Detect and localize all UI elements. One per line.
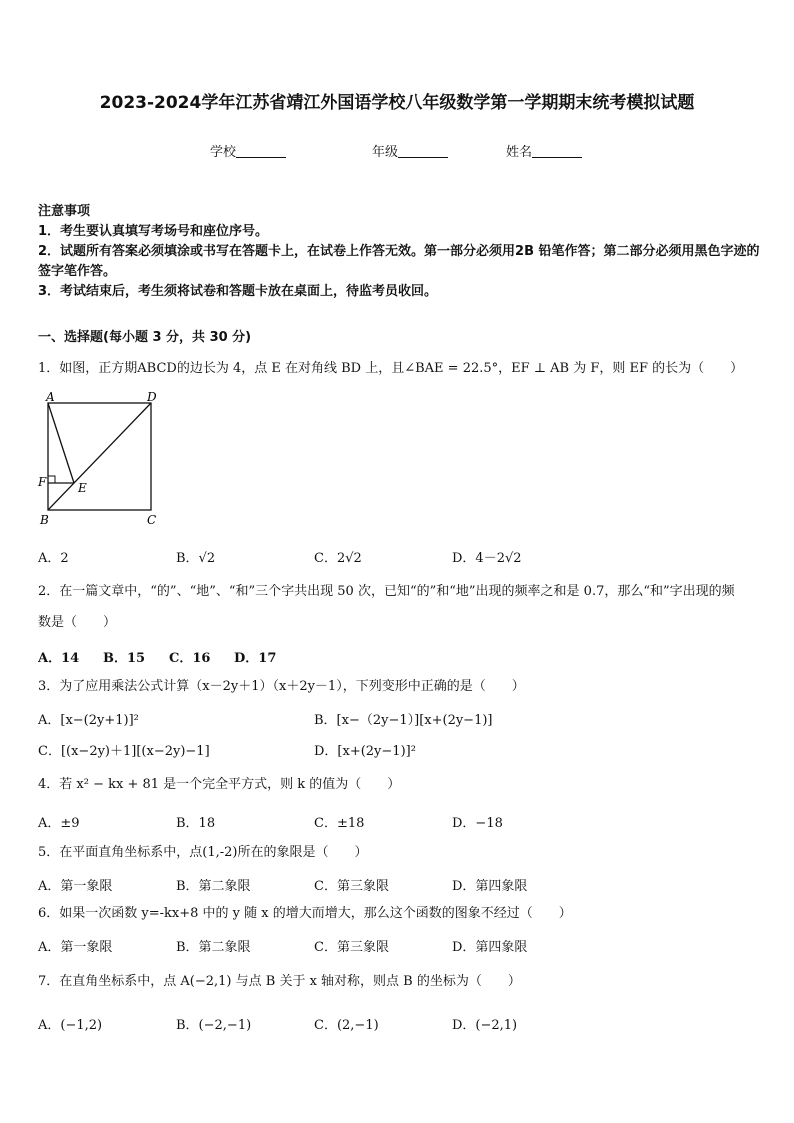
school-label: 学校 (210, 145, 237, 160)
option-b: B．第二象限 (176, 879, 251, 894)
right-angle-mark (48, 476, 55, 483)
vertex-label: A (46, 392, 55, 404)
diagonal-bd (48, 403, 151, 510)
option-d: D．第四象限 (452, 879, 528, 894)
vertex-label: C (147, 513, 157, 527)
vertex-label: B (40, 513, 49, 527)
question-stem-cont: 数是（ ） (38, 615, 117, 630)
grade-blank (398, 145, 448, 158)
option-b: B．√2 (176, 551, 216, 566)
question-stem: 3．为了应用乘法公式计算（x－2y＋1）（x＋2y－1），下列变形中正确的是（ ） (38, 679, 525, 694)
option-b: B．18 (176, 816, 216, 831)
notice-item: 1．考生要认真填写考场号和座位序号。 (38, 224, 269, 239)
option-b: B．(−2,−1) (176, 1018, 252, 1033)
option-c: C．[(x−2y)＋1][(x−2y)−1] (38, 744, 210, 759)
option-a: A．±9 (38, 816, 80, 831)
question-stem: 5．在平面直角坐标系中，点(1,-2)所在的象限是（ ） (38, 845, 368, 860)
square-figure (34, 392, 164, 532)
segment-ae (48, 403, 74, 483)
option-c: C．16 (169, 651, 211, 666)
option-b: B．第二象限 (176, 940, 251, 955)
grade-field (372, 141, 448, 160)
section-heading: 一、选择题(每小题 3 分，共 30 分) (38, 330, 252, 345)
option-a: A．[x−(2y+1)]² (38, 713, 139, 728)
name-blank (532, 145, 582, 158)
option-a: A．第一象限 (38, 879, 113, 894)
vertex-label: E (78, 481, 87, 495)
question-stem: 6．如果一次函数 y=-kx+8 中的 y 随 x 的增大而增大，那么这个函数的图象不经过（ ） (38, 906, 572, 921)
option-b: B．[x−（2y−1）][x+(2y−1)] (314, 713, 493, 728)
option-a: A．2 (38, 551, 69, 566)
notice-item: 2．试题所有答案必须填涂或书写在答题卡上，在试卷上作答无效。第一部分必须用2B 铅笔作答；第二部分必须用黑色字迹的签字笔作答。 (38, 244, 760, 279)
option-a: A．(−1,2) (38, 1018, 103, 1033)
option-c: C．±18 (314, 816, 365, 831)
school-field (210, 141, 286, 160)
option-a: A．14 (38, 651, 80, 666)
name-label: 姓名 (506, 145, 533, 160)
question-stem: 1．如图，正方期ABCD的边长为 4，点 E 在对角线 BD 上，且∠BAE = 22.5°，EF ⊥ AB 为 F，则 EF 的长为（ ） (38, 361, 744, 376)
option-d: D．17 (234, 651, 277, 666)
notice-block (38, 202, 763, 302)
option-d: D．[x+(2y−1)]² (314, 744, 416, 759)
option-a: A．第一象限 (38, 940, 113, 955)
option-c: C．第三象限 (314, 940, 389, 955)
question-stem: 4．若 x² − kx + 81 是一个完全平方式，则 k 的值为（ ） (38, 777, 401, 792)
vertex-label: F (38, 475, 47, 489)
option-c: C．(2,−1) (314, 1018, 379, 1033)
option-c: C．第三象限 (314, 879, 389, 894)
grade-label: 年级 (372, 145, 399, 160)
option-d: D．4－2√2 (452, 551, 522, 566)
page-title: 2023-2024学年江苏省靖江外国语学校八年级数学第一学期期末统考模拟试题 (99, 93, 695, 113)
question-stem: 7．在直角坐标系中，点 A(−2,1) 与点 B 关于 x 轴对称，则点 B 的坐标为（ ） (38, 974, 521, 989)
vertex-label: D (147, 392, 157, 404)
option-c: C．2√2 (314, 551, 362, 566)
name-field (506, 141, 582, 160)
notice-heading: 注意事项 (38, 204, 91, 219)
option-d: D．−18 (452, 816, 503, 831)
question-stem: 2．在一篇文章中，“的”、“地”、“和”三个字共出现 50 次，已知“的”和“地”出现的频率之和是 0.7，那么“和”字出现的频 (38, 584, 735, 599)
option-b: B．15 (103, 651, 146, 666)
school-blank (236, 145, 286, 158)
option-d: D．(−2,1) (452, 1018, 518, 1033)
notice-item: 3．考试结束后，考生须将试卷和答题卡放在桌面上，待监考员收回。 (38, 284, 438, 299)
option-d: D．第四象限 (452, 940, 528, 955)
